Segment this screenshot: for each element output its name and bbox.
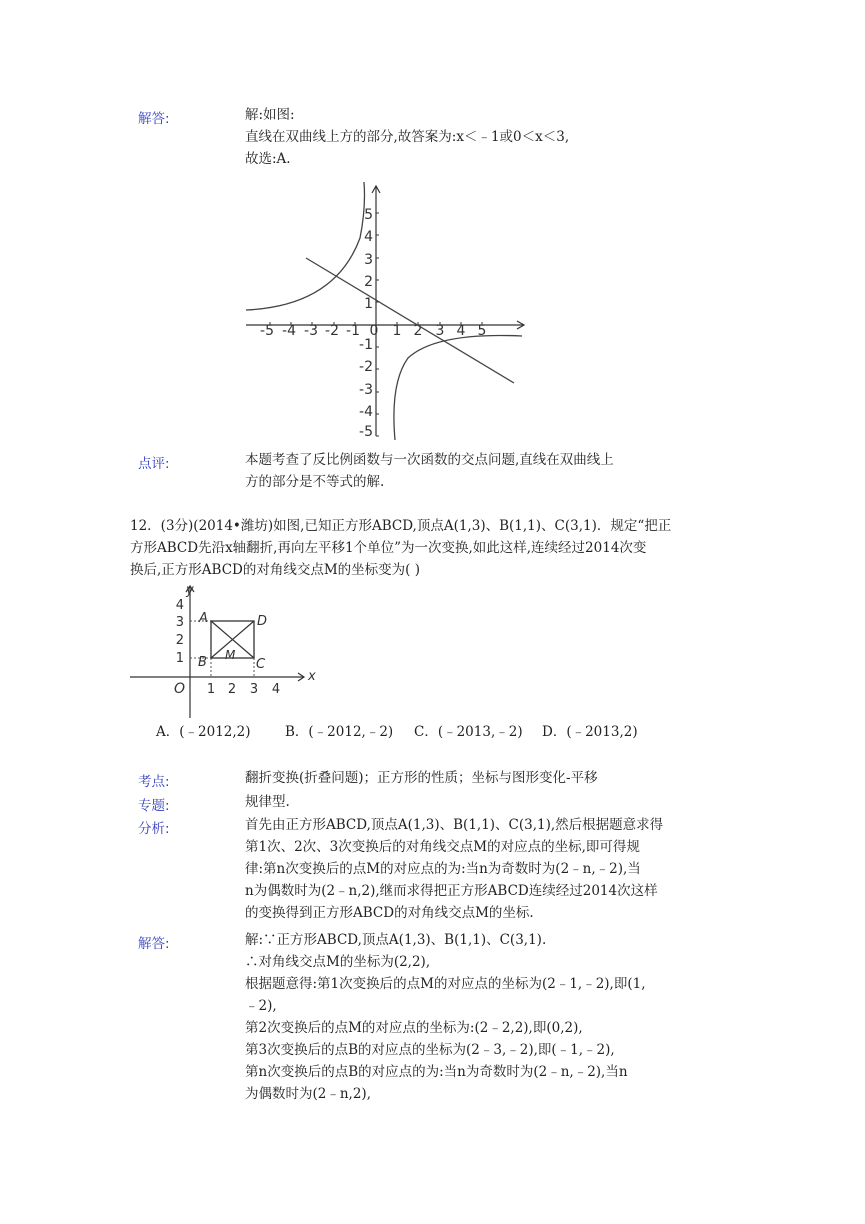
y-tick-label: 5 [364, 207, 373, 223]
point-b-label: B [198, 655, 207, 670]
y-tick-label: -2 [359, 359, 373, 375]
point-c-label: C [256, 657, 266, 672]
kaodian-label: 考点: [138, 774, 170, 790]
jieda-line: 解:∵正方形ABCD,顶点A(1,3)、B(1,1)、C(3,1). [245, 932, 547, 948]
fenxi-line: n为偶数时为(2﹣n,2),继而求得把正方形ABCD连续经过2014次这样 [245, 883, 658, 899]
comment-text [245, 450, 765, 492]
answer-text [245, 105, 785, 167]
y-axis-label: y [186, 583, 194, 598]
origin-label: O [174, 681, 186, 697]
y-tick-label: 2 [175, 633, 184, 648]
hyperbola-upper-branch [246, 182, 365, 310]
x-tick-label: 2 [227, 682, 237, 697]
answer-line: 故选:A. [245, 151, 291, 167]
comment-line: 方的部分是不等式的解. [245, 474, 385, 490]
x-tick-label: 3 [435, 323, 445, 339]
y-tick-label: 4 [364, 229, 373, 245]
x-tick-label: 3 [249, 682, 259, 697]
y-tick-label: -5 [359, 424, 373, 440]
linear-function-line [306, 258, 514, 383]
fenxi-line: 的变换得到正方形ABCD的对角线交点M的坐标. [245, 905, 534, 921]
y-tick-label: 3 [364, 252, 373, 268]
answer-label: 解答: [138, 111, 170, 127]
jieda-line: ∴对角线交点M的坐标为(2,2), [245, 954, 431, 970]
x-tick-label: 1 [392, 323, 402, 339]
x-tick-label: 0 [369, 323, 379, 339]
y-tick-label: -1 [359, 337, 373, 353]
jieda-label: 解答: [138, 936, 170, 952]
point-a-label: A [199, 611, 208, 626]
x-tick-label: 5 [477, 323, 487, 339]
fenxi-line: 第1次、2次、3次变换后的对角线交点M的对应点的坐标,即可得规 [245, 839, 640, 855]
y-tick-label: 3 [175, 615, 184, 630]
point-d-label: D [257, 614, 268, 629]
question-line: 换后,正方形ABCD的对角线交点M的坐标变为( ) [130, 562, 421, 578]
y-tick-label: 1 [175, 651, 184, 666]
x-axis-label: x [308, 669, 316, 684]
fenxi-line: 律:第n次变换后的点M的对应点的为:当n为奇数时为(2﹣n,﹣2),当 [245, 861, 641, 877]
jieda-line: 第n次变换后的点B的对应点的为:当n为奇数时为(2﹣n,﹣2),当n [245, 1064, 628, 1080]
fenxi-line: 首先由正方形ABCD,顶点A(1,3)、B(1,1)、C(3,1),然后根据题意求得 [245, 817, 664, 833]
x-tick-label: -3 [304, 323, 318, 339]
option-c: C．(﹣2013,﹣2) [414, 724, 523, 740]
y-tick-label: 1 [364, 296, 373, 312]
jieda-line: 第2次变换后的点M的对应点的坐标为:(2﹣2,2),即(0,2), [245, 1020, 583, 1036]
option-b: B．(﹣2012,﹣2) [285, 724, 394, 740]
question-line: 12．(3分)(2014•潍坊)如图,已知正方形ABCD,顶点A(1,3)、B(1,1)、C(3,1)．规定“把正 [130, 518, 672, 534]
jieda-line: 为偶数时为(2﹣n,2), [245, 1086, 371, 1102]
answer-line: 直线在双曲线上方的部分,故答案为:x＜﹣1或0＜x＜3, [245, 129, 570, 145]
y-tick-label: -3 [359, 382, 373, 398]
x-tick-label: -5 [260, 323, 274, 339]
question-12 [130, 516, 850, 582]
y-tick-label: -4 [359, 404, 373, 420]
x-tick-label: 1 [206, 682, 216, 697]
hyperbola-line-graph [240, 178, 530, 440]
option-d: D．(﹣2013,2) [542, 724, 638, 740]
kaodian-text: 翻折变换(折叠问题)；正方形的性质；坐标与图形变化-平移 [245, 770, 598, 786]
zhuanti-text: 规律型. [245, 794, 290, 810]
x-tick-label: 4 [456, 323, 466, 339]
comment-line: 本题考查了反比例函数与一次函数的交点问题,直线在双曲线上 [245, 452, 614, 468]
comment-label: 点评: [138, 456, 170, 472]
x-tick-label: -1 [346, 323, 360, 339]
hyperbola-lower-branch [394, 335, 522, 440]
question-line: 方形ABCD先沿x轴翻折,再向左平移1个单位”为一次变换,如此这样,连续经过2014次变 [130, 540, 647, 556]
jieda-line: 根据题意得:第1次变换后的点M的对应点的坐标为(2﹣1,﹣2),即(1, [245, 976, 646, 992]
fenxi-label: 分析: [138, 821, 170, 837]
x-tick-label: 4 [271, 682, 281, 697]
square-graph [128, 582, 318, 722]
point-m-label: M [225, 648, 236, 662]
y-tick-label: 4 [175, 598, 184, 613]
zhuanti-label: 专题: [138, 798, 170, 814]
x-tick-label: -2 [325, 323, 339, 339]
x-tick-label: -4 [282, 323, 296, 339]
jieda-text [245, 930, 765, 1110]
jieda-line: 第3次变换后的点B的对应点的坐标为(2﹣3,﹣2),即(﹣1,﹣2), [245, 1042, 615, 1058]
x-tick-label: 2 [413, 323, 423, 339]
option-a: A．(﹣2012,2) [156, 724, 251, 740]
answer-line: 解:如图: [245, 107, 295, 123]
y-tick-label: 2 [364, 274, 373, 290]
fenxi-text [245, 815, 765, 927]
jieda-line: ﹣2), [245, 998, 277, 1014]
